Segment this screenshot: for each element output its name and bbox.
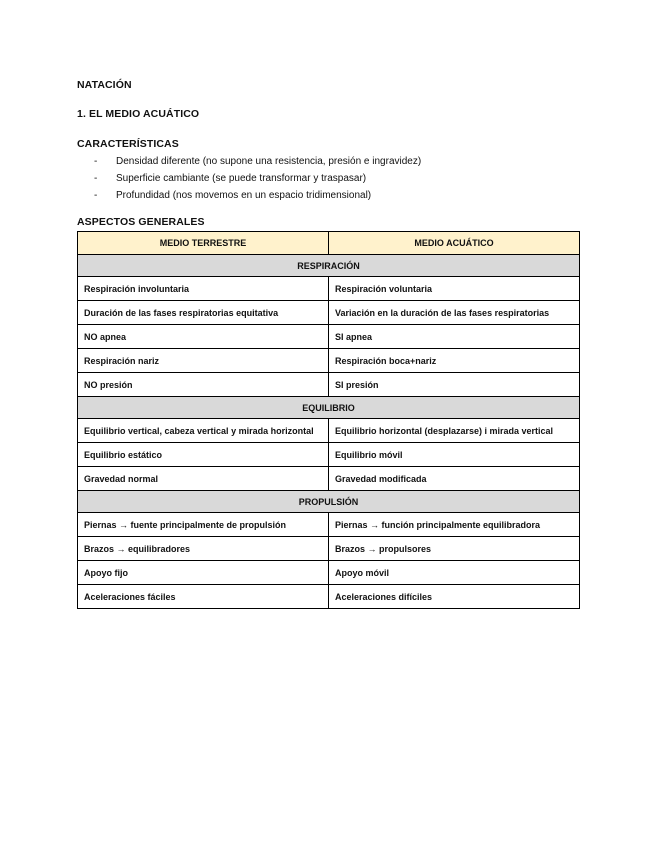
table-row (78, 467, 580, 491)
section-title: RESPIRACIÓN (78, 255, 580, 277)
bullet-marker: - (94, 156, 98, 167)
table-cell: Aceleraciones difíciles (329, 585, 580, 609)
table-cell: NO presión (78, 373, 329, 397)
table-cell: Equilibrio estático (78, 443, 329, 467)
table-cell: Equilibrio horizontal (desplazarse) i mirada vertical (329, 419, 580, 443)
list-item-text: Profundidad (nos movemos en un espacio tridimensional) (116, 190, 372, 201)
table-row (78, 419, 580, 443)
table-cell: Respiración boca+nariz (329, 349, 580, 373)
table-cell: Apoyo móvil (329, 561, 580, 585)
table-cell: Brazos → equilibradores (78, 537, 329, 561)
aspects-heading: ASPECTOS GENERALES (77, 216, 205, 228)
section-row-respiracion (78, 255, 580, 277)
table-cell: NO apnea (78, 325, 329, 349)
table-cell: Respiración voluntaria (329, 277, 580, 301)
table-row (78, 443, 580, 467)
table-cell: Aceleraciones fáciles (78, 585, 329, 609)
bullet-marker: - (94, 190, 98, 201)
table-row (78, 513, 580, 537)
section-title: PROPULSIÓN (78, 491, 580, 513)
table-row (78, 585, 580, 609)
list-item (94, 187, 421, 204)
comparison-table (77, 231, 580, 609)
table-header-row (78, 232, 580, 255)
list-item (94, 170, 421, 187)
table-cell: Piernas → fuente principalmente de propulsión (78, 513, 329, 537)
table-cell: SI apnea (329, 325, 580, 349)
characteristics-heading: CARACTERÍSTICAS (77, 138, 179, 150)
list-item-text: Densidad diferente (no supone una resistencia, presión e ingravidez) (116, 156, 422, 167)
table-cell: Gravedad modificada (329, 467, 580, 491)
table-cell: Respiración nariz (78, 349, 329, 373)
table-cell: Variación en la duración de las fases respiratorias (329, 301, 580, 325)
document-title: NATACIÓN (77, 79, 132, 91)
table-cell: SI presión (329, 373, 580, 397)
table-row (78, 325, 580, 349)
table-cell: Equilibrio vertical, cabeza vertical y mirada horizontal (78, 419, 329, 443)
section-row-equilibrio (78, 397, 580, 419)
table-cell: Gravedad normal (78, 467, 329, 491)
list-item (94, 153, 421, 170)
header-land: MEDIO TERRESTRE (78, 232, 329, 255)
table-cell: Piernas → función principalmente equilibradora (329, 513, 580, 537)
table-cell: Equilibrio móvil (329, 443, 580, 467)
table-row (78, 349, 580, 373)
table-row (78, 561, 580, 585)
section-title: EQUILIBRIO (78, 397, 580, 419)
table-row (78, 373, 580, 397)
bullet-marker: - (94, 173, 98, 184)
table-row (78, 537, 580, 561)
table-cell: Duración de las fases respiratorias equitativa (78, 301, 329, 325)
table-cell: Brazos → propulsores (329, 537, 580, 561)
section-row-propulsion (78, 491, 580, 513)
section-heading: 1. EL MEDIO ACUÁTICO (77, 108, 200, 120)
table-row (78, 277, 580, 301)
characteristics-list (94, 153, 421, 204)
table-cell: Apoyo fijo (78, 561, 329, 585)
table-cell: Respiración involuntaria (78, 277, 329, 301)
table-row (78, 301, 580, 325)
list-item-text: Superficie cambiante (se puede transformar y traspasar) (116, 173, 367, 184)
header-water: MEDIO ACUÁTICO (329, 232, 580, 255)
